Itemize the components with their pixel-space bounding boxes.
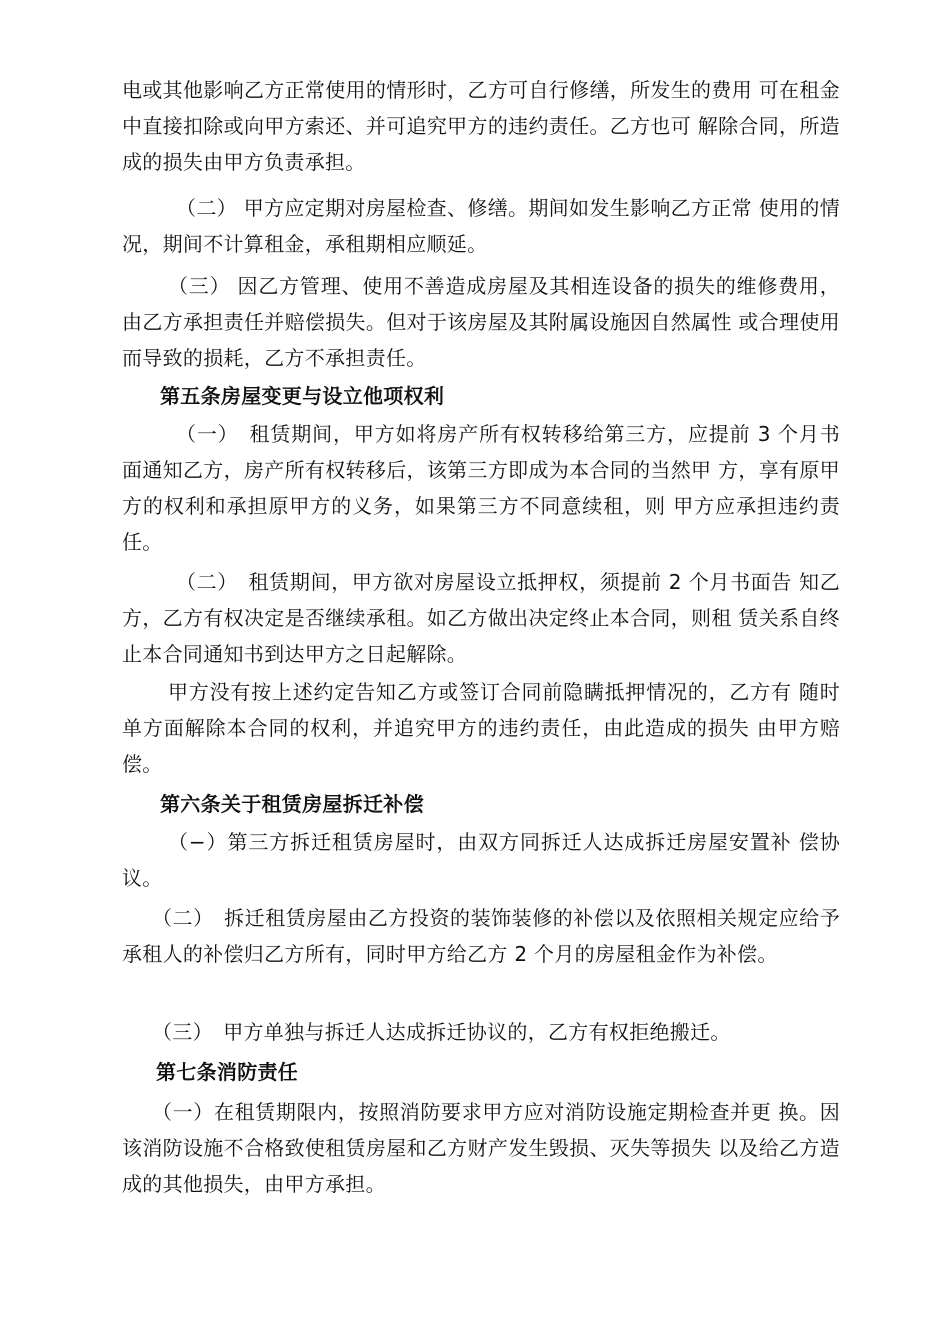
paragraph-article-5-item-1: （一） 租赁期间，甲方如将房产所有权转移给第三方，应提前 3 个月书面通知乙方，房产所有权转移后，该第三方即成为本合同的当然甲 方，享有原甲方的权利和承担原甲方的义务，如果第三方不同意续租，则 甲方应承担违约责任。 (122, 422, 840, 554)
heading-article-7: 第七条消防责任 (156, 1060, 299, 1084)
paragraph-item-3-damage: （三） 因乙方管理、使用不善造成房屋及其相连设备的损失的维修费用，由乙方承担责任并赔偿损失。但对于该房屋及其附属设施因自然属性 或合理使用而导致的损耗，乙方不承担责任。 (122, 274, 840, 370)
heading-article-5: 第五条房屋变更与设立他项权利 (160, 384, 445, 408)
paragraph-article-7-item-1: （一）在租赁期限内，按照消防要求甲方应对消防设施定期检查并更 换。因该消防设施不合格致使租赁房屋和乙方财产发生毁损、灭失等损失 以及给乙方造成的其他损失，由甲方承担。 (122, 1100, 840, 1196)
paragraph-article-5-item-2: （二） 租赁期间，甲方欲对房屋设立抵押权，须提前 2 个月书面告 知乙方，乙方有权决定是否继续承租。如乙方做出决定终止本合同，则租 赁关系自终止本合同通知书到达甲方之日起解除。 (122, 570, 840, 666)
paragraph-mortgage-concealment: 甲方没有按上述约定告知乙方或签订合同前隐瞒抵押情况的，乙方有 随时单方面解除本合同的权利，并追究甲方的违约责任，由此造成的损失 由甲方赔偿。 (122, 680, 840, 776)
paragraph-article-6-item-3: （三） 甲方单独与拆迁人达成拆迁协议的，乙方有权拒绝搬迁。 (152, 1020, 731, 1044)
paragraph-item-2-inspection: （二） 甲方应定期对房屋检查、修缮。期间如发生影响乙方正常 使用的情况，期间不计算租金，承租期相应顺延。 (122, 196, 840, 256)
paragraph-article-6-item-2: （二） 拆迁租赁房屋由乙方投资的装饰装修的补偿以及依照相关规定应给予承租人的补偿归乙方所有，同时甲方给乙方 2 个月的房屋租金作为补偿。 (122, 906, 840, 966)
paragraph-repair-self: 电或其他影响乙方正常使用的情形时，乙方可自行修缮，所发生的费用 可在租金中直接扣除或向甲方索还、并可追究甲方的违约责任。乙方也可 解除合同，所造成的损失由甲方负责承担。 (122, 78, 840, 174)
paragraph-article-6-item-1: （−）第三方拆迁租赁房屋时，由双方同拆迁人达成拆迁房屋安置补 偿协议。 (122, 830, 840, 890)
heading-article-6: 第六条关于租赁房屋拆迁补偿 (160, 792, 424, 816)
